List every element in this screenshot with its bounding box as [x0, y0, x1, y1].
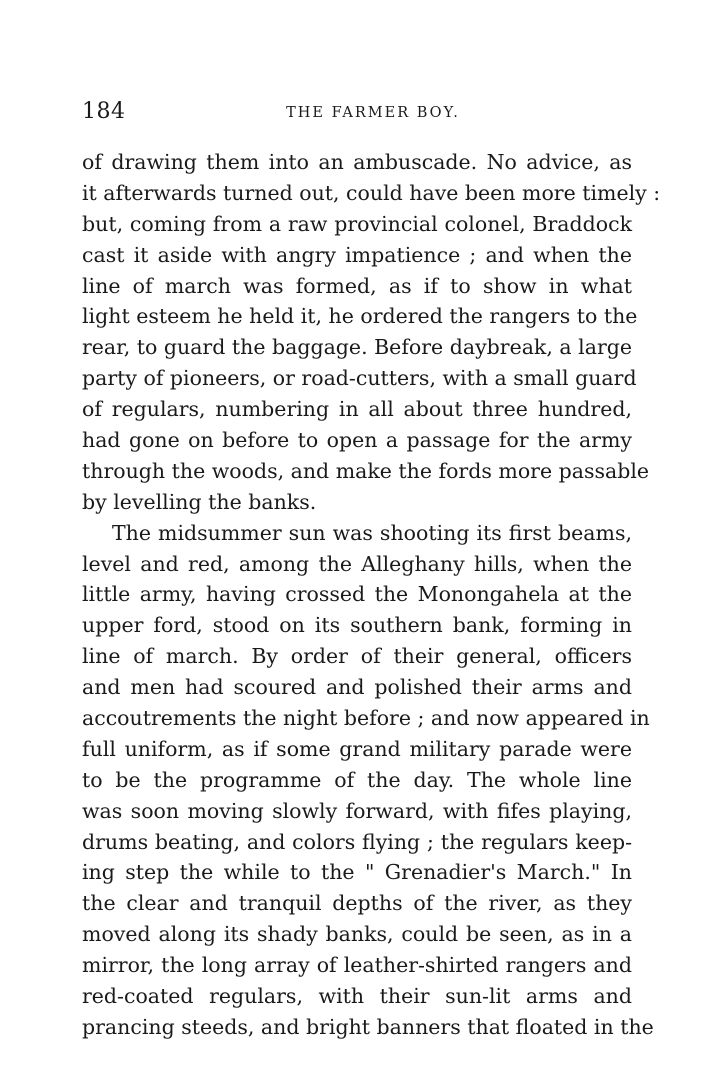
text-line: The midsummer sun was shooting its first beams, [112, 520, 632, 545]
text-line: line of march was formed, as if to show in what [82, 273, 632, 298]
text-line: by levelling the banks. [82, 489, 317, 514]
text-line: upper ford, stood on its southern bank, forming in [82, 613, 632, 638]
page-number: 184 [82, 99, 126, 124]
text-line: accoutrements the night before ; and now appeared in [82, 706, 650, 731]
text-line: moved along its shady banks, could be seen, as in a [82, 922, 632, 947]
text-line: it afterwards turned out, could have been more timely : [82, 180, 661, 205]
text-line: red-coated regulars, with their sun-lit arms and [82, 984, 632, 1009]
text-line: of regulars, numbering in all about three hundred, [82, 397, 632, 422]
text-line: mirror, the long array of leather-shirted rangers and [82, 953, 632, 978]
text-line: was soon moving slowly forward, with fifes playing, [82, 798, 632, 823]
text-line: through the woods, and make the fords more passable [82, 458, 650, 483]
running-head [82, 97, 634, 127]
body-text [82, 147, 661, 1043]
text-line: ing step the while to the " Grenadier's March." In [82, 860, 632, 885]
text-line: full uniform, as if some grand military parade were [82, 736, 632, 761]
text-line: rear, to guard the baggage. Before daybreak, a large [82, 335, 632, 360]
text-line: the clear and tranquil depths of the river, as they [82, 891, 632, 916]
text-line: little army, having crossed the Monongahela at the [82, 582, 632, 607]
text-line: cast it aside with angry impatience ; and when the [82, 242, 632, 267]
text-line: but, coming from a raw provincial colonel, Braddock [82, 211, 632, 236]
text-line: level and red, among the Alleghany hills, when the [82, 551, 632, 576]
text-line: and men had scoured and polished their arms and [82, 675, 632, 700]
running-title: THE FARMER BOY. [286, 105, 460, 121]
text-line: light esteem he held it, he ordered the rangers to the [82, 304, 638, 329]
text-line: to be the programme of the day. The whole line [82, 767, 632, 792]
text-line: had gone on before to open a passage for the army [82, 428, 632, 453]
text-line: drums beating, and colors flying ; the regulars keep- [82, 829, 632, 854]
text-line: party of pioneers, or road-cutters, with a small guard [82, 366, 637, 391]
text-line: line of march. By order of their general, officers [82, 644, 632, 669]
text-line: of drawing them into an ambuscade. No advice, as [82, 150, 632, 174]
text-line: prancing steeds, and bright banners that floated in the [82, 1014, 654, 1039]
